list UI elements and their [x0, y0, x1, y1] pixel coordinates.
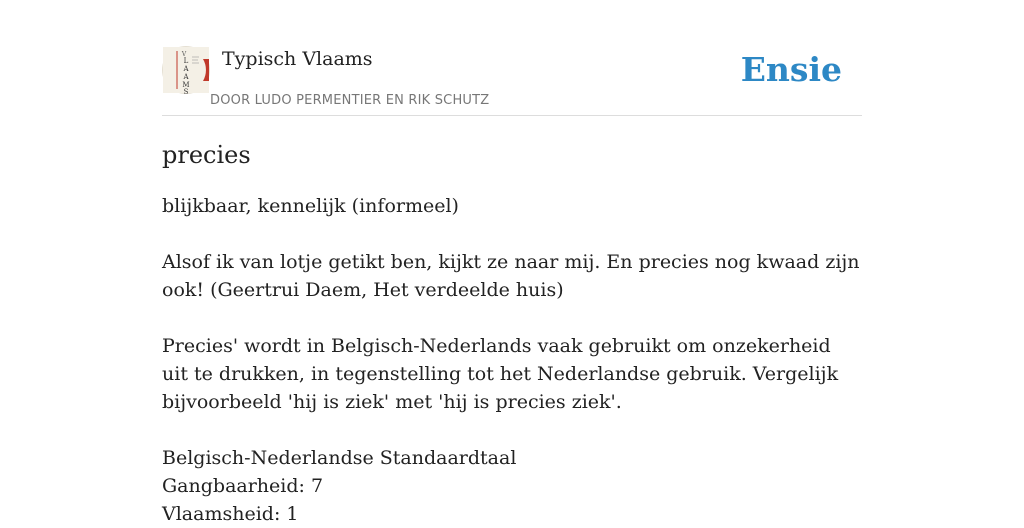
logo-letter: M: [182, 81, 190, 89]
vlaams-logo-icon: [163, 47, 209, 96]
logo-letter: S: [183, 88, 189, 96]
logo-letter: V: [181, 51, 187, 58]
entry-vlaamsheid: Vlaamsheid: 1: [162, 503, 299, 525]
entry-category: Belgisch-Nederlandse Standaardtaal: [162, 447, 517, 469]
ensie-logo-link[interactable]: Ensie: [740, 50, 842, 89]
entry-meta: [162, 444, 862, 528]
entry-example: Alsof ik van lotje getikt ben, kijkt ze naar mij. En precies nog kwaad zijn ook! (Geertrui Daem, Het verdeelde huis): [162, 251, 860, 301]
entry-body: [162, 192, 862, 528]
logo-letter: L: [183, 57, 189, 65]
source-header: [162, 44, 862, 116]
logo-letter: A: [183, 65, 189, 73]
entry-definition: blijkbaar, kennelijk (informeel): [162, 195, 459, 217]
source-avatar[interactable]: [162, 46, 210, 94]
logo-letter: A: [183, 73, 189, 81]
entry-note: Precies' wordt in Belgisch-Nederlands vaak gebruikt om onzekerheid uit te drukken, in tegenstelling tot het Nederlandse gebruik. Vergelijk bijvoorbeeld 'hij is ziek' met 'hij is precies ziek'.: [162, 335, 839, 413]
entry-title: precies: [162, 141, 251, 169]
source-title[interactable]: Typisch Vlaams: [222, 48, 373, 70]
entry-gangbaarheid: Gangbaarheid: 7: [162, 475, 324, 497]
byline: DOOR LUDO PERMENTIER EN RIK SCHUTZ: [210, 93, 490, 108]
